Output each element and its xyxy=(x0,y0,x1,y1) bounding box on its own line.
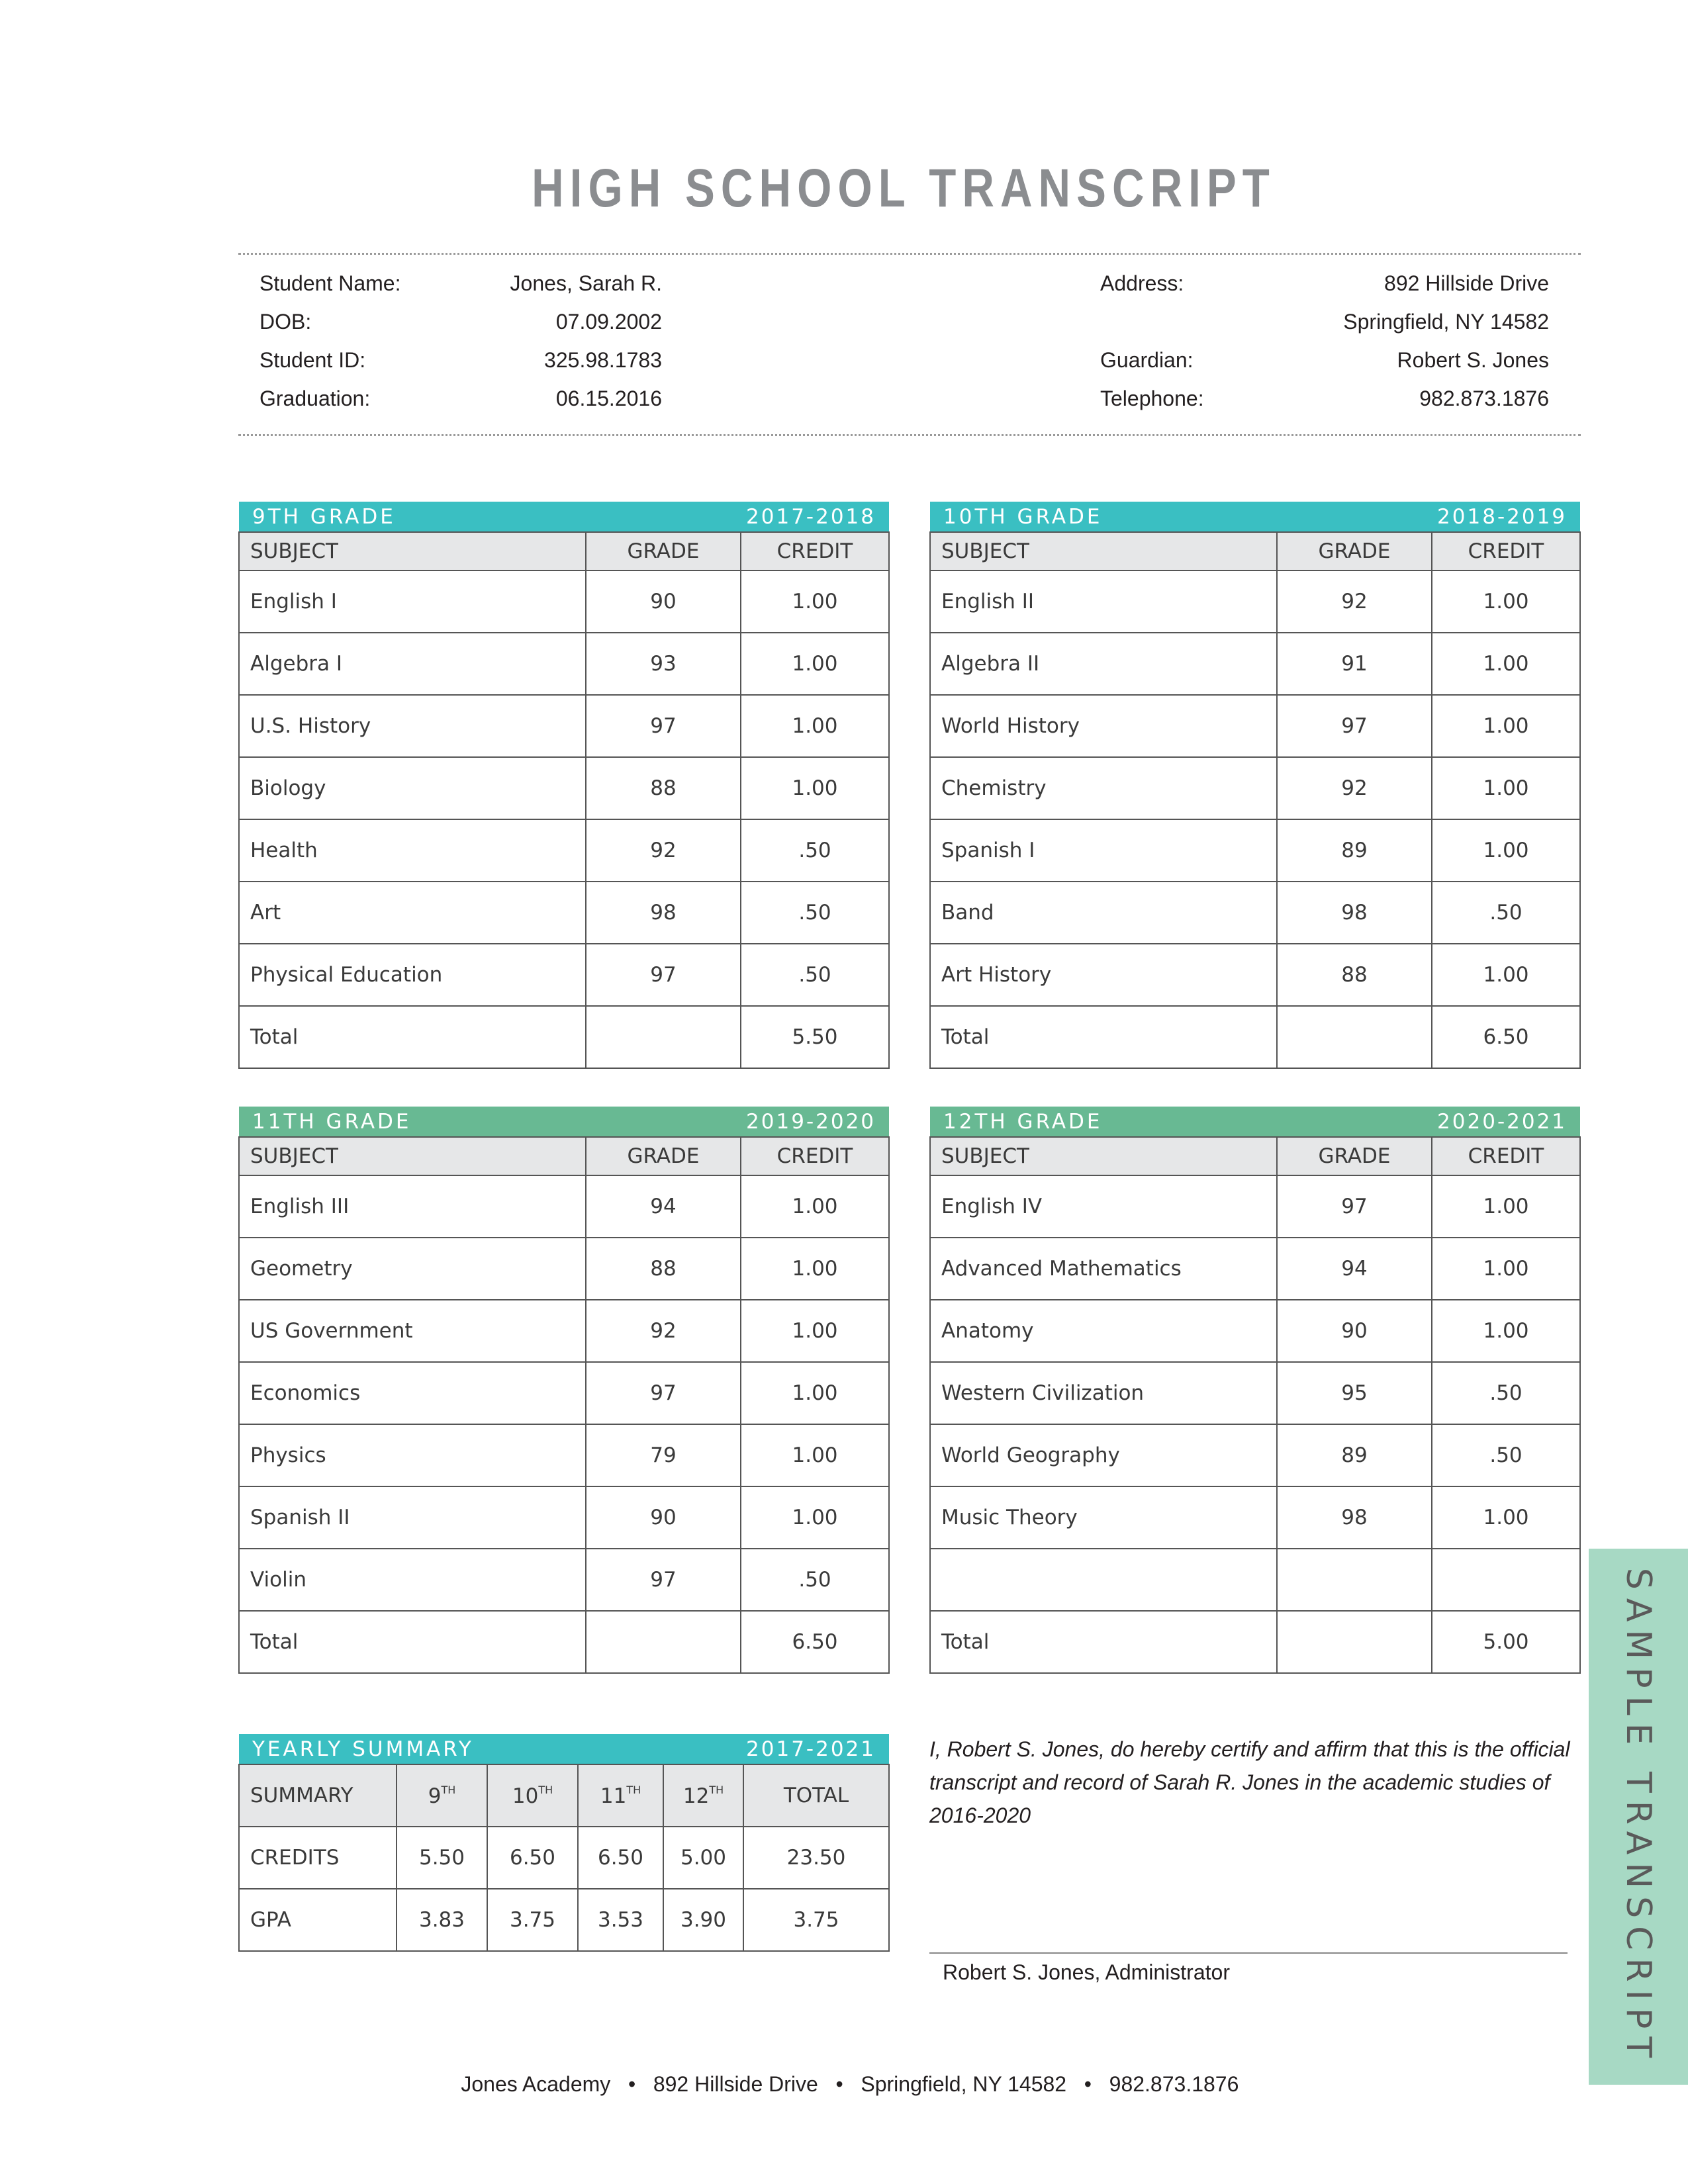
address-label: Address: xyxy=(1100,271,1184,295)
subject-cell: Health xyxy=(239,819,586,882)
summary-row-credits xyxy=(239,1827,889,1889)
grade-12-header: 12TH xyxy=(663,1764,743,1827)
credit-cell: 6.50 xyxy=(741,1611,889,1673)
table-row xyxy=(239,633,889,695)
table-row xyxy=(239,1549,889,1611)
column-header: SUBJECT xyxy=(239,532,586,570)
credit-cell: 1.00 xyxy=(741,695,889,757)
grade-cell: 97 xyxy=(1277,695,1432,757)
credit-cell: 1.00 xyxy=(1432,1300,1580,1362)
subject-cell: US Government xyxy=(239,1300,586,1362)
footer-school: Jones Academy xyxy=(461,2072,611,2096)
table-row xyxy=(930,633,1580,695)
summary-cell: 3.75 xyxy=(487,1889,578,1951)
footer-separator: • xyxy=(628,2072,636,2096)
credit-cell: 1.00 xyxy=(741,1486,889,1549)
column-header: GRADE xyxy=(1277,1137,1432,1175)
telephone-value: 982.873.1876 xyxy=(1419,387,1549,410)
grade-label: 11TH GRADE xyxy=(252,1109,412,1134)
credit-cell: 1.00 xyxy=(1432,695,1580,757)
column-header: GRADE xyxy=(586,1137,741,1175)
credit-cell: 5.50 xyxy=(741,1006,889,1068)
subject-cell: Total xyxy=(930,1611,1277,1673)
subject-cell: Algebra I xyxy=(239,633,586,695)
credit-cell: .50 xyxy=(741,819,889,882)
table-row xyxy=(239,1611,889,1673)
grade-cell: 97 xyxy=(586,1549,741,1611)
sample-transcript-label: SAMPLE TRANSCRIPT xyxy=(1618,1567,1658,2066)
summary-cell: 23.50 xyxy=(743,1827,889,1889)
grade-cell: 95 xyxy=(1277,1362,1432,1424)
grade-9-header: 9TH xyxy=(397,1764,487,1827)
credit-cell: 1.00 xyxy=(741,570,889,633)
footer-separator: • xyxy=(835,2072,843,2096)
summary-cell: 3.90 xyxy=(663,1889,743,1951)
table-row xyxy=(239,757,889,819)
address-line2: Springfield, NY 14582 xyxy=(1343,310,1549,334)
grade-cell: 90 xyxy=(1277,1300,1432,1362)
grade-band xyxy=(239,1107,889,1137)
subject-cell: Biology xyxy=(239,757,586,819)
grade-cell: 98 xyxy=(1277,1486,1432,1549)
subject-cell: English IV xyxy=(930,1175,1277,1238)
credit-cell: 1.00 xyxy=(1432,819,1580,882)
subject-cell: English III xyxy=(239,1175,586,1238)
footer-phone: 982.873.1876 xyxy=(1109,2072,1239,2096)
grade-year: 2020-2021 xyxy=(1437,1109,1568,1134)
grade-cell: 94 xyxy=(1277,1238,1432,1300)
table-row xyxy=(239,1006,889,1068)
grade-band xyxy=(930,1107,1580,1137)
subject-cell: World Geography xyxy=(930,1424,1277,1486)
table-row xyxy=(239,882,889,944)
graduation-value: 06.15.2016 xyxy=(555,387,662,410)
column-header: SUBJECT xyxy=(930,1137,1277,1175)
page-title: HIGH SCHOOL TRANSCRIPT xyxy=(532,158,1276,218)
credit-cell: .50 xyxy=(1432,1424,1580,1486)
grade-label: 9TH GRADE xyxy=(252,504,396,529)
summary-cell: 5.00 xyxy=(663,1827,743,1889)
table-row xyxy=(239,1486,889,1549)
table-row xyxy=(930,1238,1580,1300)
table-row xyxy=(930,1362,1580,1424)
table-row xyxy=(930,882,1580,944)
summary-cell: GPA xyxy=(239,1889,397,1951)
grade-cell: 93 xyxy=(586,633,741,695)
subject-cell: Music Theory xyxy=(930,1486,1277,1549)
grade-cell: 98 xyxy=(586,882,741,944)
telephone-label: Telephone: xyxy=(1100,387,1204,410)
footer-city: Springfield, NY 14582 xyxy=(861,2072,1067,2096)
column-header: CREDIT xyxy=(741,532,889,570)
grade-cell xyxy=(586,1611,741,1673)
credit-cell: 6.50 xyxy=(1432,1006,1580,1068)
divider-bottom xyxy=(238,434,1581,436)
grade-cell: 79 xyxy=(586,1424,741,1486)
grade-year: 2017-2018 xyxy=(746,504,876,529)
footer xyxy=(0,2048,1688,2097)
guardian-value: Robert S. Jones xyxy=(1397,348,1549,372)
grade-cell: 91 xyxy=(1277,633,1432,695)
summary-cell: 6.50 xyxy=(578,1827,663,1889)
table-row xyxy=(930,1486,1580,1549)
column-header: CREDIT xyxy=(1432,532,1580,570)
table-row xyxy=(930,1175,1580,1238)
column-header: SUBJECT xyxy=(239,1137,586,1175)
credit-cell: 1.00 xyxy=(1432,1175,1580,1238)
grade-cell: 90 xyxy=(586,570,741,633)
grade-year: 2019-2020 xyxy=(746,1109,876,1134)
grade-label: 12TH GRADE xyxy=(943,1109,1103,1134)
summary-header: SUMMARY xyxy=(239,1764,397,1827)
footer-address: 892 Hillside Drive xyxy=(653,2072,818,2096)
table-row xyxy=(239,1362,889,1424)
grade-cell xyxy=(1277,1549,1432,1611)
credit-cell: 1.00 xyxy=(741,1175,889,1238)
table-row xyxy=(930,757,1580,819)
subject-cell: Anatomy xyxy=(930,1300,1277,1362)
summary-cell: 5.50 xyxy=(397,1827,487,1889)
table-row xyxy=(239,1424,889,1486)
subject-cell: Total xyxy=(239,1006,586,1068)
subject-cell: Algebra II xyxy=(930,633,1277,695)
grade-cell: 90 xyxy=(586,1486,741,1549)
grade-cell: 89 xyxy=(1277,819,1432,882)
table-row xyxy=(239,1300,889,1362)
guardian-label: Guardian: xyxy=(1100,348,1194,372)
subject-cell: Economics xyxy=(239,1362,586,1424)
grade-cell: 92 xyxy=(586,819,741,882)
table-row xyxy=(930,819,1580,882)
summary-band xyxy=(239,1734,889,1764)
credit-cell: 1.00 xyxy=(1432,633,1580,695)
summary-label: YEARLY SUMMARY xyxy=(252,1737,474,1761)
column-header: SUBJECT xyxy=(930,532,1277,570)
credit-cell: 1.00 xyxy=(1432,570,1580,633)
table-row xyxy=(930,1300,1580,1362)
table-row xyxy=(239,570,889,633)
grade-cell: 97 xyxy=(586,1362,741,1424)
dob-value: 07.09.2002 xyxy=(555,310,662,334)
subject-cell: Spanish II xyxy=(239,1486,586,1549)
credit-cell: 1.00 xyxy=(1432,944,1580,1006)
dob-label: DOB: xyxy=(259,310,312,334)
grade-cell xyxy=(586,1006,741,1068)
subject-cell: Chemistry xyxy=(930,757,1277,819)
subject-cell: Spanish I xyxy=(930,819,1277,882)
subject-cell: Violin xyxy=(239,1549,586,1611)
table-row xyxy=(930,1424,1580,1486)
subject-cell: U.S. History xyxy=(239,695,586,757)
credit-cell: 1.00 xyxy=(1432,1486,1580,1549)
subject-cell: Western Civilization xyxy=(930,1362,1277,1424)
grade-11-header: 11TH xyxy=(578,1764,663,1827)
table-row xyxy=(930,1549,1580,1611)
credit-cell: .50 xyxy=(741,882,889,944)
credit-cell: 1.00 xyxy=(1432,757,1580,819)
grade-cell: 97 xyxy=(1277,1175,1432,1238)
credit-cell: .50 xyxy=(741,1549,889,1611)
credit-cell: .50 xyxy=(1432,882,1580,944)
subject-cell: English I xyxy=(239,570,586,633)
grade-cell: 98 xyxy=(1277,882,1432,944)
summary-cell: 6.50 xyxy=(487,1827,578,1889)
student-name: Jones, Sarah R. xyxy=(510,271,662,295)
signature-line xyxy=(929,1952,1568,1954)
grade-cell: 88 xyxy=(586,757,741,819)
table-row xyxy=(239,1175,889,1238)
yearly-summary-table xyxy=(238,1734,890,1952)
credit-cell: 1.00 xyxy=(741,633,889,695)
grade-table-11 xyxy=(238,1107,890,1674)
column-header: CREDIT xyxy=(1432,1137,1580,1175)
table-row xyxy=(930,944,1580,1006)
grade-label: 10TH GRADE xyxy=(943,504,1103,529)
grade-table-12 xyxy=(929,1107,1581,1674)
subject-cell: Band xyxy=(930,882,1277,944)
signature-name: Robert S. Jones, Administrator xyxy=(943,1960,1230,1984)
credit-cell: 1.00 xyxy=(741,1238,889,1300)
grade-table-9 xyxy=(238,502,890,1069)
table-row xyxy=(239,1238,889,1300)
grade-cell xyxy=(1277,1006,1432,1068)
table-row xyxy=(930,1006,1580,1068)
credit-cell xyxy=(1432,1549,1580,1611)
table-row xyxy=(930,695,1580,757)
summary-cell: 3.53 xyxy=(578,1889,663,1951)
credit-cell: .50 xyxy=(741,944,889,1006)
address-line1: 892 Hillside Drive xyxy=(1384,271,1549,295)
footer-separator: • xyxy=(1084,2072,1092,2096)
subject-cell: Art xyxy=(239,882,586,944)
summary-year: 2017-2021 xyxy=(746,1737,876,1761)
grade-cell: 94 xyxy=(586,1175,741,1238)
grade-band xyxy=(239,502,889,532)
summary-row-gpa xyxy=(239,1889,889,1951)
credit-cell: 1.00 xyxy=(741,1300,889,1362)
summary-cell: CREDITS xyxy=(239,1827,397,1889)
student-id-label: Student ID: xyxy=(259,348,366,372)
grade-year: 2018-2019 xyxy=(1437,504,1568,529)
grade-cell: 92 xyxy=(1277,757,1432,819)
table-row xyxy=(930,1611,1580,1673)
column-header: CREDIT xyxy=(741,1137,889,1175)
divider-top xyxy=(238,253,1581,255)
credit-cell: .50 xyxy=(1432,1362,1580,1424)
subject-cell: Geometry xyxy=(239,1238,586,1300)
summary-cell: 3.83 xyxy=(397,1889,487,1951)
credit-cell: 1.00 xyxy=(1432,1238,1580,1300)
grade-cell: 88 xyxy=(1277,944,1432,1006)
subject-cell: Physics xyxy=(239,1424,586,1486)
grade-cell: 89 xyxy=(1277,1424,1432,1486)
credit-cell: 1.00 xyxy=(741,757,889,819)
table-row xyxy=(239,819,889,882)
subject-cell: Physical Education xyxy=(239,944,586,1006)
subject-cell: Art History xyxy=(930,944,1277,1006)
grade-cell: 97 xyxy=(586,695,741,757)
table-row xyxy=(930,570,1580,633)
subject-cell: Total xyxy=(930,1006,1277,1068)
total-header: TOTAL xyxy=(743,1764,889,1827)
table-row xyxy=(239,944,889,1006)
credit-cell: 1.00 xyxy=(741,1362,889,1424)
subject-cell: Total xyxy=(239,1611,586,1673)
certification-statement: I, Robert S. Jones, do hereby certify and affirm that this is the official transcript and record of Sarah R. Jones in the academic studies of 2016-2020 xyxy=(929,1737,1570,1827)
subject-cell: English II xyxy=(930,570,1277,633)
grade-cell: 97 xyxy=(586,944,741,1006)
grade-10-header: 10TH xyxy=(487,1764,578,1827)
subject-cell xyxy=(930,1549,1277,1611)
student-id-value: 325.98.1783 xyxy=(544,348,662,372)
grade-table-10 xyxy=(929,502,1581,1069)
column-header: GRADE xyxy=(586,532,741,570)
summary-cell: 3.75 xyxy=(743,1889,889,1951)
grade-cell: 88 xyxy=(586,1238,741,1300)
column-header: GRADE xyxy=(1277,532,1432,570)
credit-cell: 5.00 xyxy=(1432,1611,1580,1673)
subject-cell: Advanced Mathematics xyxy=(930,1238,1277,1300)
graduation-label: Graduation: xyxy=(259,387,371,410)
student-name-label: Student Name: xyxy=(259,271,401,295)
table-row xyxy=(239,695,889,757)
subject-cell: World History xyxy=(930,695,1277,757)
credit-cell: 1.00 xyxy=(741,1424,889,1486)
grade-cell: 92 xyxy=(586,1300,741,1362)
grade-cell: 92 xyxy=(1277,570,1432,633)
grade-cell xyxy=(1277,1611,1432,1673)
grade-band xyxy=(930,502,1580,532)
